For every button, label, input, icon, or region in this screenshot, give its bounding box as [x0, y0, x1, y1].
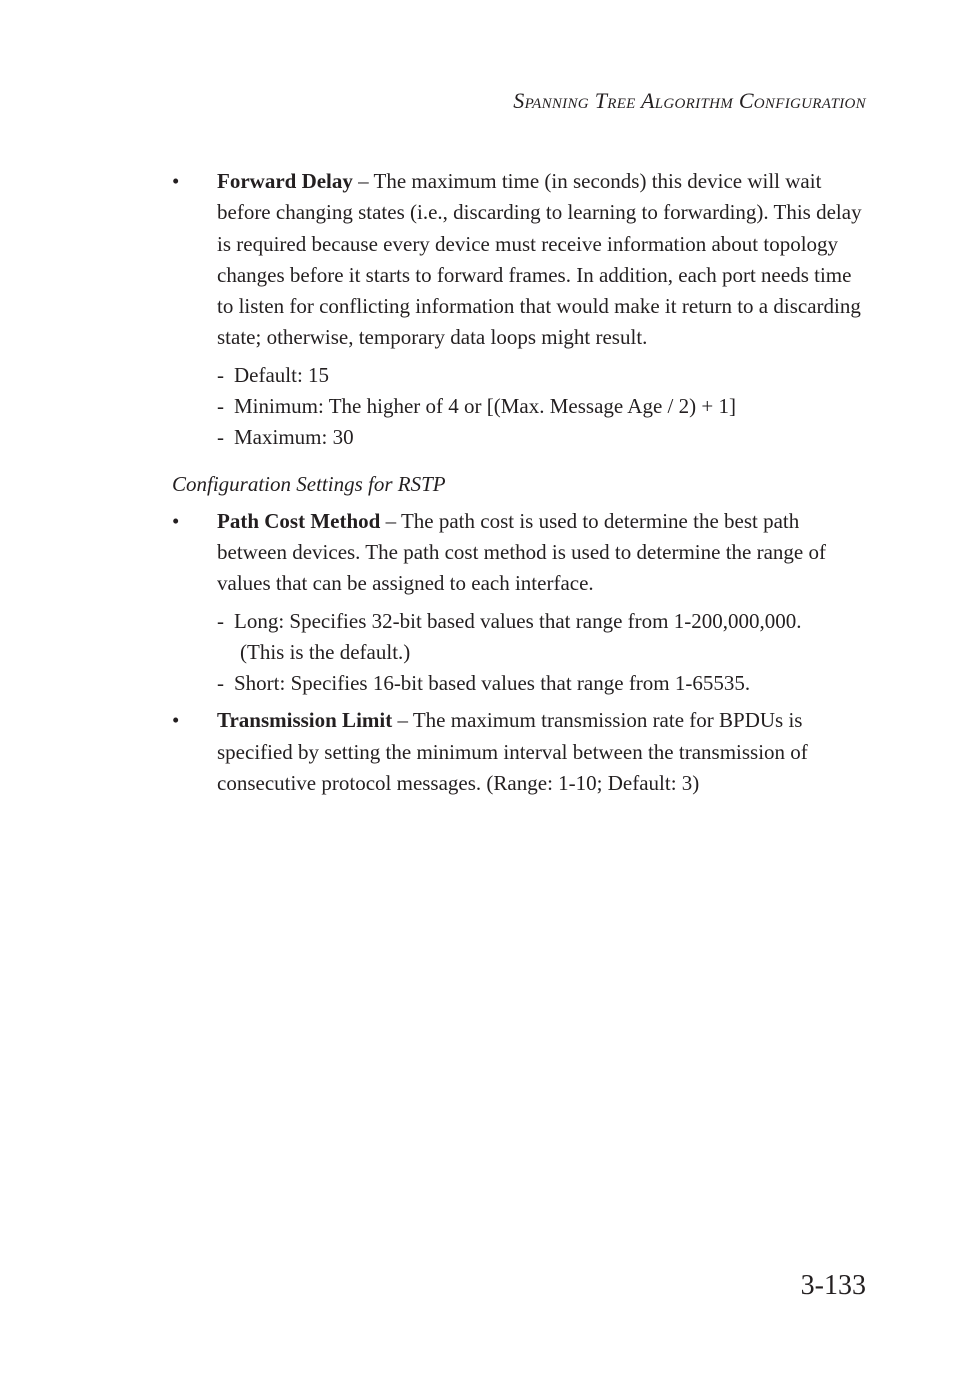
section-heading: Configuration Settings for RSTP [172, 471, 446, 496]
bullet-path-cost-method [172, 506, 872, 600]
list-item [217, 668, 872, 699]
list-item [217, 360, 872, 391]
dash-marker: - [217, 394, 224, 419]
description-path-cost-method: – The path cost is used to determine the best path between devices. The path cost method is used to determine the range of values that can be assigned to each interface. [217, 508, 826, 596]
forward-delay-values [217, 360, 872, 454]
list-item [217, 606, 872, 669]
bullet-forward-delay [172, 166, 872, 354]
bullet-marker: • [172, 508, 180, 533]
running-header: Spanning Tree Algorithm Configuration [513, 88, 866, 113]
bullet-marker: • [172, 708, 180, 733]
bullet-transmission-limit [172, 705, 872, 799]
term-forward-delay: Forward Delay [217, 169, 353, 193]
forward-delay-minimum: Minimum: The higher of 4 or [(Max. Message Age / 2) + 1] [234, 394, 736, 419]
dash-marker: - [217, 608, 224, 633]
dash-marker: - [217, 425, 224, 450]
path-cost-long-note: (This is the default.) [240, 639, 411, 664]
path-cost-long: Long: Specifies 32-bit based values that range from 1-200,000,000. [234, 608, 802, 633]
page-number: 3-133 [800, 1270, 866, 1301]
forward-delay-maximum: Maximum: 30 [234, 425, 354, 450]
list-item [217, 391, 872, 422]
bullet-marker: • [172, 169, 180, 193]
dash-marker: - [217, 671, 224, 696]
forward-delay-default: Default: 15 [234, 362, 330, 387]
dash-marker: - [217, 362, 224, 387]
term-transmission-limit: Transmission Limit [217, 708, 393, 733]
term-path-cost-method: Path Cost Method [217, 508, 381, 533]
list-item [217, 422, 872, 453]
path-cost-options [217, 606, 872, 700]
main-content [172, 166, 872, 799]
description-forward-delay: – The maximum time (in seconds) this device will wait before changing states (i.e., discarding to learning to forwarding). This delay is required because every device must receive information about topology changes before it starts to forward frames. In addition, each port needs time to listen for conflicting information that would make it return to a discarding state; otherwise, temporary data loops might result. [217, 169, 862, 350]
path-cost-short: Short: Specifies 16-bit based values that range from 1-65535. [234, 671, 751, 696]
description-transmission-limit: – The maximum transmission rate for BPDUs is specified by setting the minimum interval between the transmission of consecutive protocol messages. (Range: 1-10; Default: 3) [217, 708, 808, 796]
